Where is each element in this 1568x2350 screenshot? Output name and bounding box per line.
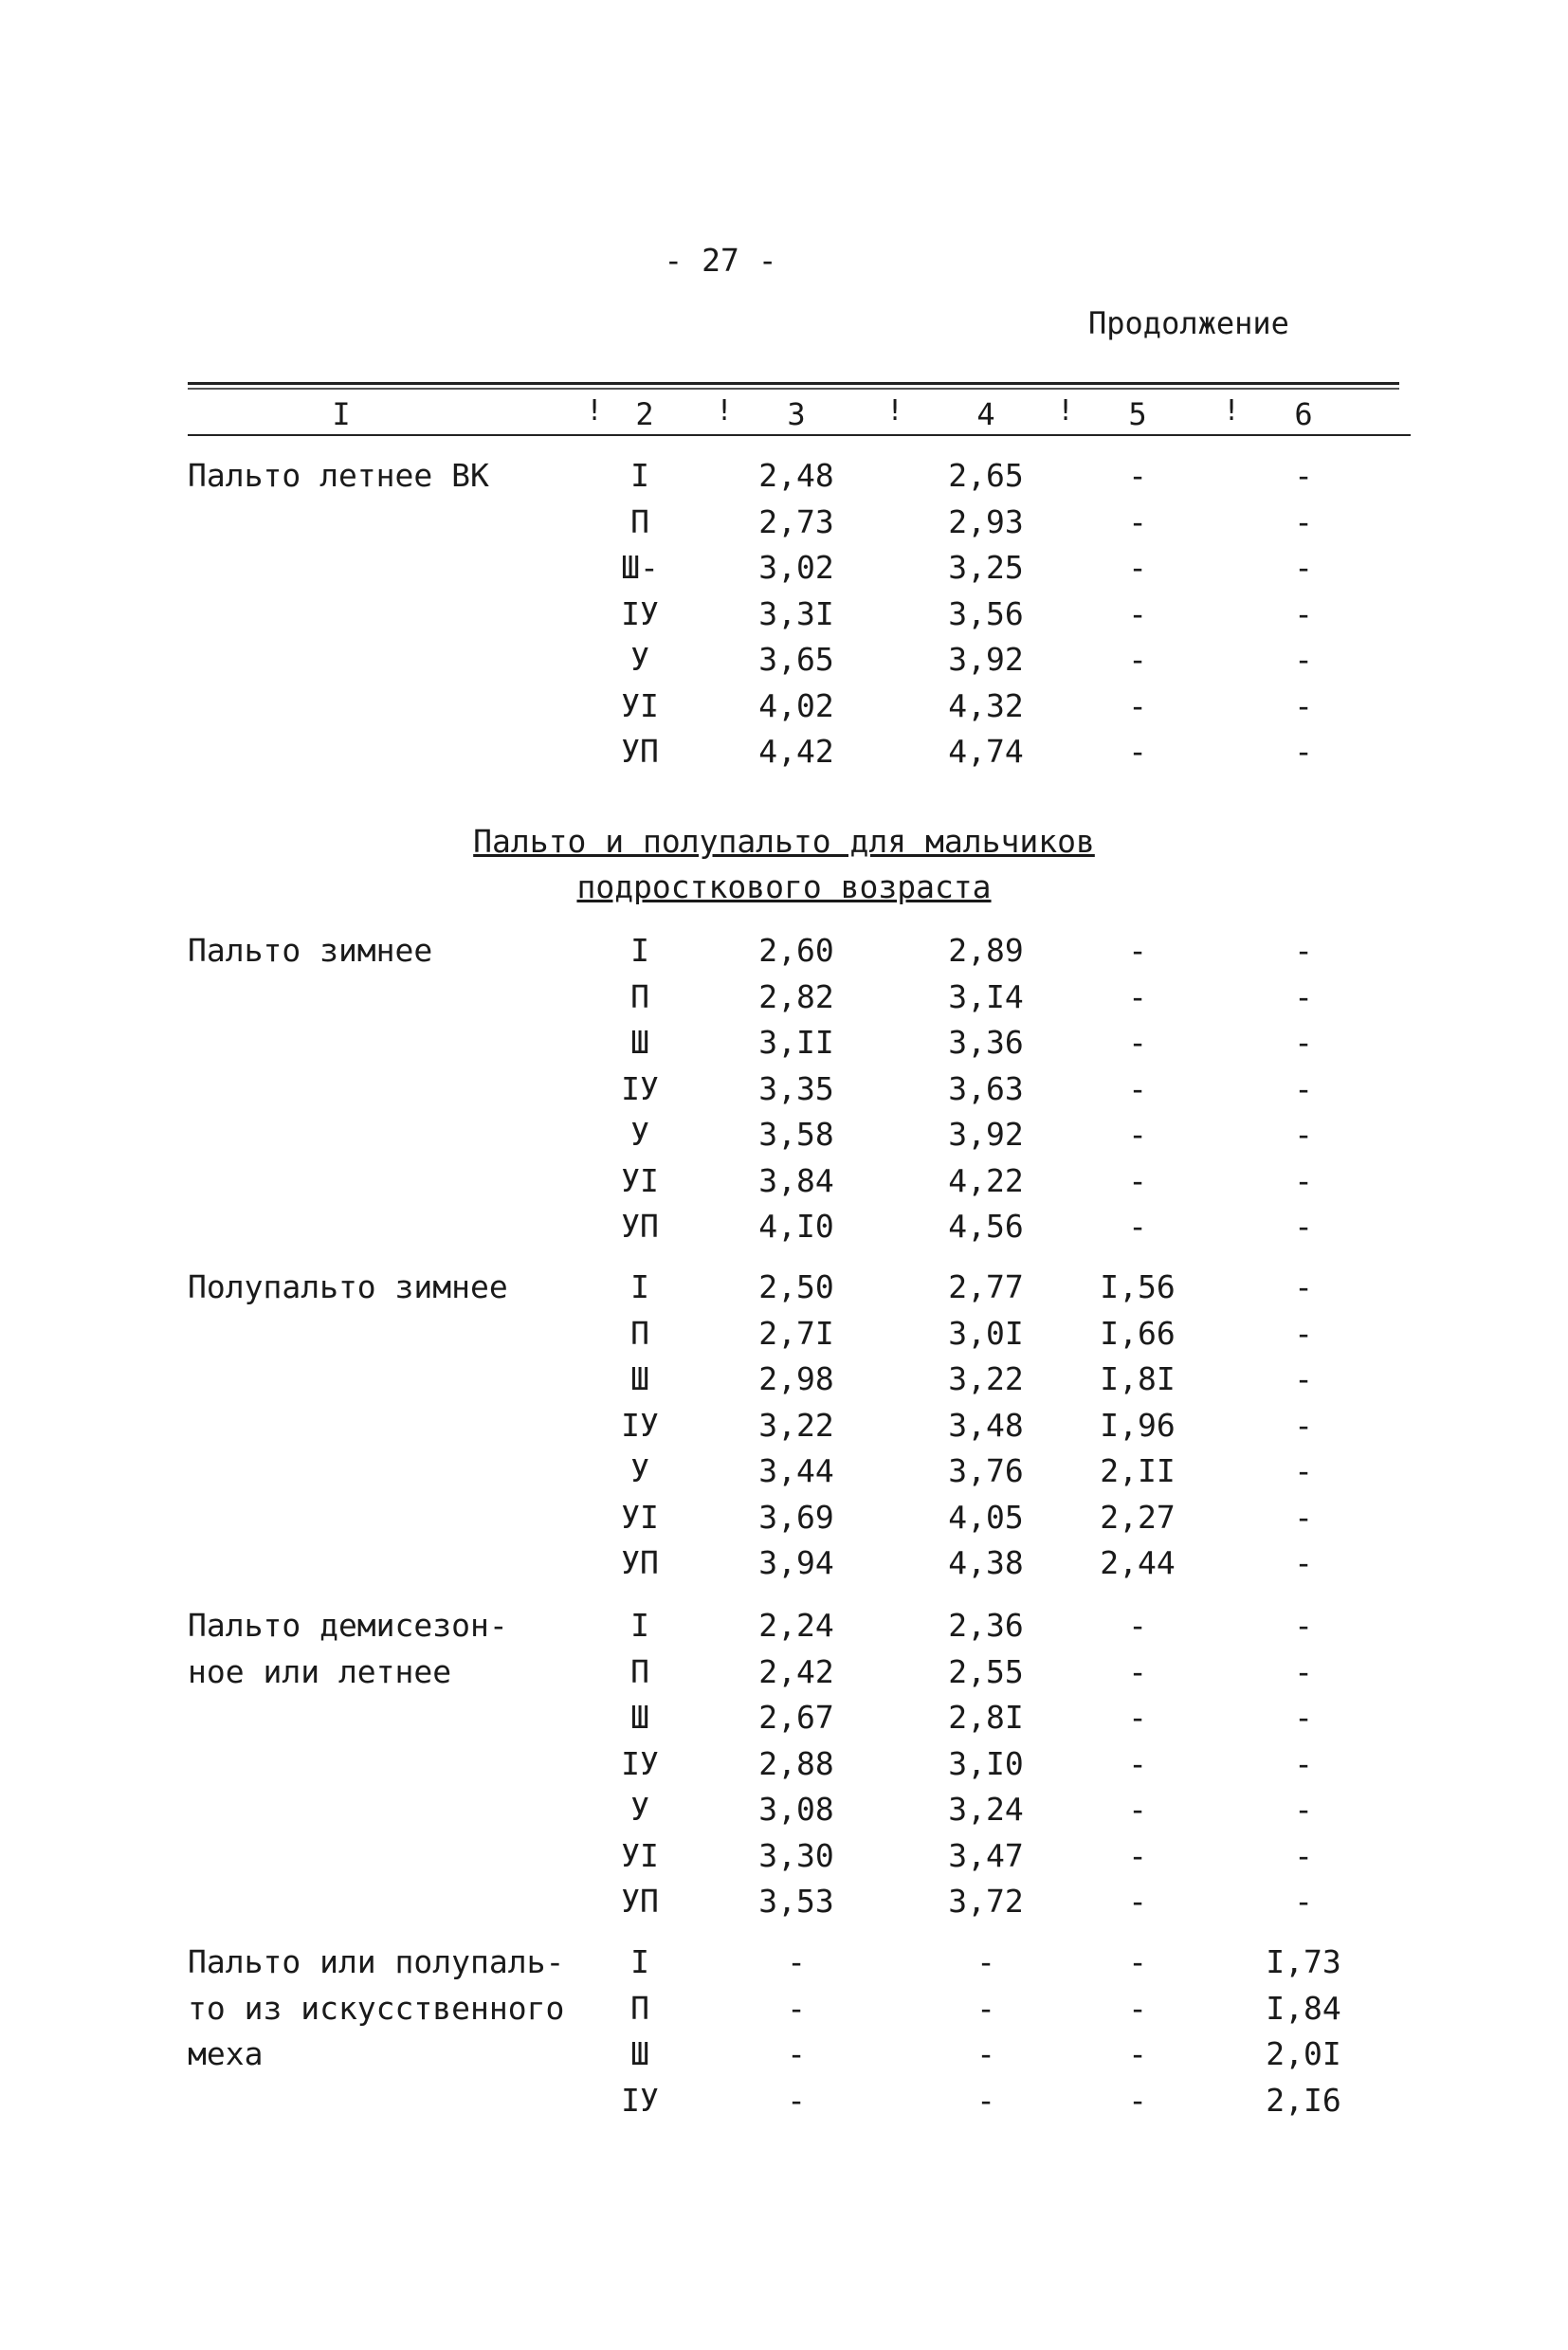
value-cell-3: 2,88 <box>758 1744 834 1782</box>
value-cell-3: 2,73 <box>758 502 834 540</box>
value-cell-4: 3,56 <box>948 594 1024 632</box>
header-bottom-rule <box>188 434 1411 436</box>
table-row <box>0 1407 1568 1452</box>
value-cell-3: - <box>787 1989 806 2027</box>
header-col-5: 5 <box>1128 396 1147 432</box>
value-cell-5: - <box>1128 594 1147 632</box>
value-cell-4: 2,93 <box>948 502 1024 540</box>
header-col-1: I <box>332 396 351 432</box>
value-cell-4: 2,36 <box>948 1607 1024 1644</box>
size-cell: УП <box>621 1208 659 1245</box>
size-cell: УП <box>621 1883 659 1920</box>
value-cell-4: 3,24 <box>948 1791 1024 1828</box>
value-cell-6: - <box>1294 1208 1313 1245</box>
value-cell-5: - <box>1128 1836 1147 1874</box>
size-cell: IУ <box>621 1406 659 1444</box>
page-number: - 27 - <box>664 242 777 279</box>
value-cell-3: 3,94 <box>758 1544 834 1581</box>
size-cell: Ш- <box>621 549 659 586</box>
value-cell-6: 2,I6 <box>1266 2081 1341 2119</box>
header-col-2: 2 <box>635 396 654 432</box>
value-cell-4: 2,89 <box>948 932 1024 969</box>
value-cell-3: 3,58 <box>758 1116 834 1153</box>
value-cell-6: I,73 <box>1266 1943 1341 1980</box>
value-cell-4: 3,48 <box>948 1406 1024 1444</box>
value-cell-4: 3,36 <box>948 1024 1024 1061</box>
value-cell-5: I,8I <box>1100 1360 1176 1397</box>
size-cell: П <box>630 1314 649 1352</box>
value-cell-4: 4,38 <box>948 1544 1024 1581</box>
header-col-3: 3 <box>787 396 806 432</box>
value-cell-3: 2,67 <box>758 1699 834 1736</box>
value-cell-5: - <box>1128 1989 1147 2027</box>
value-cell-5: 2,44 <box>1100 1544 1176 1581</box>
header-separator: ! <box>1223 394 1241 428</box>
value-cell-6: - <box>1294 502 1313 540</box>
header-separator: ! <box>716 394 734 428</box>
value-cell-4: 3,0I <box>948 1314 1024 1352</box>
table-row <box>0 1990 1568 2035</box>
value-cell-4: 3,92 <box>948 641 1024 678</box>
size-cell: Ш <box>630 1699 649 1736</box>
value-cell-3: 4,42 <box>758 733 834 770</box>
value-cell-4: 3,72 <box>948 1883 1024 1920</box>
size-cell: I <box>630 1607 649 1644</box>
continuation-label: Продолжение <box>1088 305 1289 341</box>
value-cell-5: - <box>1128 1791 1147 1828</box>
size-cell: I <box>630 1943 649 1980</box>
size-cell: IУ <box>621 1069 659 1107</box>
value-cell-4: 2,77 <box>948 1268 1024 1305</box>
value-cell-6: - <box>1294 1883 1313 1920</box>
value-cell-5: - <box>1128 2081 1147 2119</box>
value-cell-3: 2,7I <box>758 1314 834 1352</box>
value-cell-3: 3,08 <box>758 1791 834 1828</box>
table-row <box>0 595 1568 641</box>
header-separator: ! <box>1057 394 1075 428</box>
size-cell: УI <box>621 1161 659 1199</box>
value-cell-5: - <box>1128 733 1147 770</box>
value-cell-6: - <box>1294 1268 1313 1305</box>
value-cell-5: - <box>1128 1883 1147 1920</box>
value-cell-3: 4,I0 <box>758 1208 834 1245</box>
value-cell-4: 2,65 <box>948 457 1024 494</box>
value-cell-4: 4,74 <box>948 733 1024 770</box>
table-row <box>0 1315 1568 1360</box>
value-cell-4: 4,56 <box>948 1208 1024 1245</box>
value-cell-4: 3,47 <box>948 1836 1024 1874</box>
value-cell-6: - <box>1294 1652 1313 1690</box>
value-cell-3: 3,53 <box>758 1883 834 1920</box>
size-cell: Ш <box>630 1360 649 1397</box>
table-row <box>0 932 1568 977</box>
value-cell-5: - <box>1128 1943 1147 1980</box>
value-cell-6: I,84 <box>1266 1989 1341 2027</box>
value-cell-6: - <box>1294 932 1313 969</box>
size-cell: Ш <box>630 2035 649 2072</box>
size-cell: IУ <box>621 594 659 632</box>
table-row <box>0 1024 1568 1069</box>
value-cell-5: I,66 <box>1100 1314 1176 1352</box>
size-cell: П <box>630 977 649 1015</box>
value-cell-3: 3,02 <box>758 549 834 586</box>
table-row <box>0 1208 1568 1253</box>
value-cell-6: - <box>1294 977 1313 1015</box>
value-cell-6: - <box>1294 1406 1313 1444</box>
row-name: Пальто зимнее <box>188 932 433 969</box>
header-col-4: 4 <box>976 396 995 432</box>
size-cell: IУ <box>621 2081 659 2119</box>
value-cell-5: - <box>1128 1607 1147 1644</box>
value-cell-3: 3,3I <box>758 594 834 632</box>
value-cell-5: - <box>1128 1744 1147 1782</box>
value-cell-5: - <box>1128 977 1147 1015</box>
value-cell-5: - <box>1128 1069 1147 1107</box>
table-row <box>0 1745 1568 1791</box>
size-cell: I <box>630 1268 649 1305</box>
size-cell: У <box>630 1791 649 1828</box>
table-row <box>0 1499 1568 1544</box>
row-name: Пальто летнее ВК <box>188 457 489 494</box>
table-top-rule-thin <box>188 388 1399 390</box>
value-cell-4: 3,22 <box>948 1360 1024 1397</box>
value-cell-3: 2,48 <box>758 457 834 494</box>
value-cell-3: - <box>787 2035 806 2072</box>
value-cell-3: 3,65 <box>758 641 834 678</box>
value-cell-5: I,96 <box>1100 1406 1176 1444</box>
table-row <box>0 549 1568 594</box>
value-cell-6: - <box>1294 733 1313 770</box>
value-cell-5: - <box>1128 1116 1147 1153</box>
value-cell-4: 3,63 <box>948 1069 1024 1107</box>
table-row <box>0 1360 1568 1406</box>
size-cell: УI <box>621 686 659 724</box>
value-cell-5: - <box>1128 686 1147 724</box>
value-cell-6: - <box>1294 1116 1313 1153</box>
table-row <box>0 1607 1568 1652</box>
value-cell-6: - <box>1294 1452 1313 1489</box>
size-cell: У <box>630 1452 649 1489</box>
value-cell-6: - <box>1294 1836 1313 1874</box>
value-cell-5: - <box>1128 641 1147 678</box>
size-cell: П <box>630 502 649 540</box>
row-name: ное или летнее <box>188 1652 452 1690</box>
value-cell-6: - <box>1294 1498 1313 1536</box>
value-cell-3: 3,44 <box>758 1452 834 1489</box>
row-name: меха <box>188 2035 264 2072</box>
row-name: Пальто демисезон- <box>188 1607 508 1644</box>
value-cell-5: - <box>1128 932 1147 969</box>
value-cell-3: 2,60 <box>758 932 834 969</box>
size-cell: Ш <box>630 1024 649 1061</box>
size-cell: У <box>630 641 649 678</box>
size-cell: IУ <box>621 1744 659 1782</box>
value-cell-4: 4,05 <box>948 1498 1024 1536</box>
row-name: Полупальто зимнее <box>188 1268 508 1305</box>
value-cell-4: - <box>976 2035 995 2072</box>
value-cell-6: - <box>1294 1314 1313 1352</box>
value-cell-6: 2,0I <box>1266 2035 1341 2072</box>
table-row <box>0 733 1568 778</box>
value-cell-3: 3,22 <box>758 1406 834 1444</box>
table-row <box>0 2082 1568 2127</box>
value-cell-6: - <box>1294 1791 1313 1828</box>
value-cell-6: - <box>1294 1544 1313 1581</box>
value-cell-4: - <box>976 1943 995 1980</box>
value-cell-4: 3,92 <box>948 1116 1024 1153</box>
value-cell-4: 3,I4 <box>948 977 1024 1015</box>
table-row <box>0 1837 1568 1883</box>
value-cell-4: 2,8I <box>948 1699 1024 1736</box>
table-row <box>0 1544 1568 1590</box>
size-cell: У <box>630 1116 649 1153</box>
value-cell-4: 3,76 <box>948 1452 1024 1489</box>
table-top-rule <box>188 382 1399 385</box>
table-row <box>0 1943 1568 1989</box>
header-separator: ! <box>886 394 904 428</box>
table-row <box>0 2035 1568 2081</box>
size-cell: УП <box>621 733 659 770</box>
table-row <box>0 1791 1568 1836</box>
value-cell-4: 2,55 <box>948 1652 1024 1690</box>
value-cell-3: - <box>787 2081 806 2119</box>
value-cell-6: - <box>1294 1744 1313 1782</box>
value-cell-5: - <box>1128 1161 1147 1199</box>
table-row <box>0 1268 1568 1314</box>
value-cell-3: 2,24 <box>758 1607 834 1644</box>
value-cell-5: - <box>1128 2035 1147 2072</box>
value-cell-4: 4,32 <box>948 686 1024 724</box>
value-cell-5: I,56 <box>1100 1268 1176 1305</box>
value-cell-6: - <box>1294 686 1313 724</box>
table-row <box>0 1653 1568 1699</box>
table-row <box>0 1883 1568 1928</box>
section-title-line-2: подросткового возраста <box>576 868 992 905</box>
value-cell-6: - <box>1294 641 1313 678</box>
value-cell-4: 3,I0 <box>948 1744 1024 1782</box>
table-row <box>0 687 1568 733</box>
value-cell-3: 2,42 <box>758 1652 834 1690</box>
size-cell: I <box>630 457 649 494</box>
value-cell-4: 4,22 <box>948 1161 1024 1199</box>
header-col-6: 6 <box>1294 396 1313 432</box>
table-row <box>0 1699 1568 1744</box>
size-cell: УI <box>621 1498 659 1536</box>
value-cell-4: 3,25 <box>948 549 1024 586</box>
value-cell-3: 3,30 <box>758 1836 834 1874</box>
size-cell: УП <box>621 1544 659 1581</box>
size-cell: П <box>630 1652 649 1690</box>
value-cell-5: 2,27 <box>1100 1498 1176 1536</box>
value-cell-6: - <box>1294 594 1313 632</box>
table-row <box>0 978 1568 1024</box>
value-cell-3: 3,II <box>758 1024 834 1061</box>
value-cell-5: - <box>1128 549 1147 586</box>
value-cell-6: - <box>1294 1161 1313 1199</box>
value-cell-3: 3,35 <box>758 1069 834 1107</box>
value-cell-6: - <box>1294 1607 1313 1644</box>
row-name: то из искусственного <box>188 1989 565 2027</box>
table-row <box>0 1452 1568 1498</box>
value-cell-6: - <box>1294 457 1313 494</box>
value-cell-5: - <box>1128 1024 1147 1061</box>
value-cell-3: - <box>787 1943 806 1980</box>
value-cell-6: - <box>1294 549 1313 586</box>
value-cell-3: 3,69 <box>758 1498 834 1536</box>
table-row <box>0 457 1568 502</box>
value-cell-6: - <box>1294 1360 1313 1397</box>
size-cell: УI <box>621 1836 659 1874</box>
table-row <box>0 1070 1568 1116</box>
value-cell-3: 2,50 <box>758 1268 834 1305</box>
value-cell-3: 2,98 <box>758 1360 834 1397</box>
value-cell-3: 4,02 <box>758 686 834 724</box>
value-cell-3: 2,82 <box>758 977 834 1015</box>
value-cell-6: - <box>1294 1069 1313 1107</box>
table-row <box>0 503 1568 549</box>
value-cell-6: - <box>1294 1699 1313 1736</box>
value-cell-4: - <box>976 2081 995 2119</box>
value-cell-3: 3,84 <box>758 1161 834 1199</box>
section-title-line-1: Пальто и полупальто для мальчиков <box>473 823 1095 860</box>
value-cell-5: - <box>1128 1699 1147 1736</box>
table-row <box>0 1116 1568 1161</box>
value-cell-5: - <box>1128 502 1147 540</box>
value-cell-5: - <box>1128 1652 1147 1690</box>
header-separator: ! <box>586 394 604 428</box>
row-name: Пальто или полупаль- <box>188 1943 565 1980</box>
size-cell: I <box>630 932 649 969</box>
value-cell-5: 2,II <box>1100 1452 1176 1489</box>
value-cell-5: - <box>1128 457 1147 494</box>
table-row <box>0 641 1568 686</box>
value-cell-4: - <box>976 1989 995 2027</box>
size-cell: П <box>630 1989 649 2027</box>
value-cell-6: - <box>1294 1024 1313 1061</box>
value-cell-5: - <box>1128 1208 1147 1245</box>
table-row <box>0 1162 1568 1208</box>
